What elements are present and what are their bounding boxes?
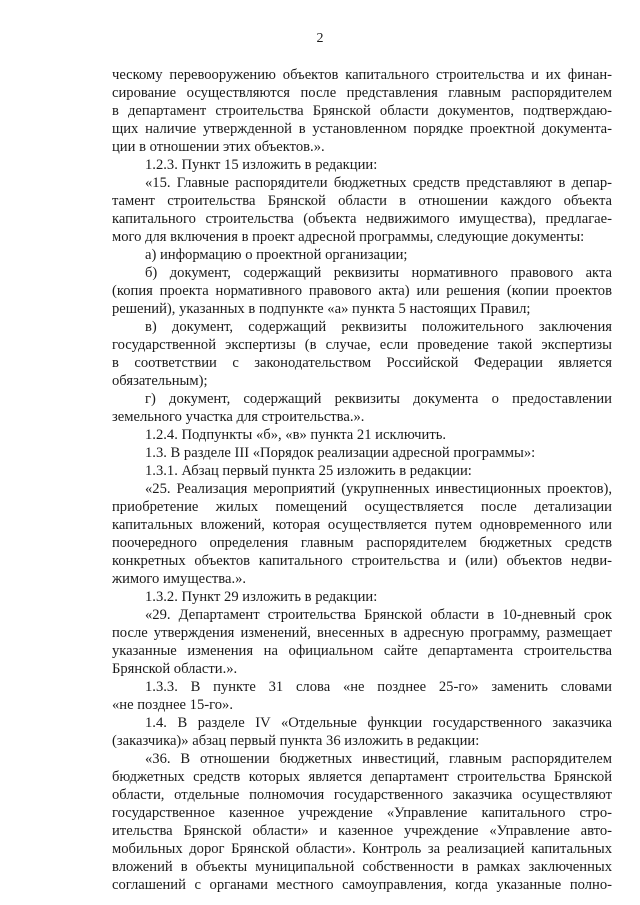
text-line: (копия проекта нормативного правового акта) или решения (копии проектов <box>112 283 612 299</box>
text-line: 1.3.2. Пункт 29 изложить в редакции: <box>145 589 378 605</box>
text-line: бюджетных средств которых является департамент строительства Брянской <box>112 769 612 785</box>
text-line: (заказчика)» абзац первый пункта 36 изложить в редакции: <box>112 733 480 749</box>
text-line: 1.3. В разделе III «Порядок реализации адресной программы»: <box>145 445 536 461</box>
text-line: поочередного определения главным распорядителем бюджетных средств <box>112 535 612 551</box>
text-line: 1.3.3. В пункте 31 слова «не позднее 25-го» заменить словами <box>145 679 612 695</box>
text-line: 1.4. В разделе IV «Отдельные функции государственного заказчика <box>145 715 612 731</box>
text-line: жимого имущества.». <box>112 571 247 587</box>
text-line: вложений в объекты муниципальной собственности в рамках заключенных <box>112 859 612 875</box>
text-line: мобильных дорог Брянской области». Контроль за реализацией капитальных <box>112 841 612 857</box>
text-line: указанные изменения на официальном сайте департамента строительства <box>112 643 612 659</box>
text-line: обязательным); <box>112 373 208 389</box>
text-line: земельного участка для строительства.». <box>112 409 365 425</box>
text-line: соглашений с органами местного самоуправления, когда указанные полно- <box>112 877 612 893</box>
text-line: мого для включения в проект адресной программы, следующие документы: <box>112 229 585 245</box>
text-line: «15. Главные распорядители бюджетных средств представляют в депар- <box>145 175 612 191</box>
text-line: «не позднее 15-го». <box>112 697 233 713</box>
text-line: «36. В отношении бюджетных инвестиций, главным распорядителем <box>145 751 612 767</box>
text-line: «29. Департамент строительства Брянской области в 10-дневный срок <box>145 607 612 623</box>
text-line: ительства Брянской области» и казенное учреждение «Управление авто- <box>112 823 612 839</box>
text-line: г) документ, содержащий реквизиты документа о предоставлении <box>145 391 612 407</box>
text-line: конкретных объектов капитального строительства и (или) объектов недви- <box>112 553 612 569</box>
text-line: области, отдельные полномочия государственного заказчика осуществляют <box>112 787 612 803</box>
text-line: государственной экспертизы (в случае, если проведение такой экспертизы <box>112 337 612 353</box>
text-line: б) документ, содержащий реквизиты нормативного правового акта <box>145 265 612 281</box>
text-line: 1.2.4. Подпункты «б», «в» пункта 21 исключить. <box>145 427 446 443</box>
text-line: государственное казенное учреждение «Управление капитального стро- <box>112 805 612 821</box>
text-line: капитальных вложений, которая осуществляется путем одновременного или <box>112 517 612 533</box>
text-line: приобретение жилых помещений осуществляется после детализации <box>112 499 612 515</box>
text-line: тамент строительства Брянской области в отношении каждого объекта <box>112 193 612 209</box>
text-line: решений), указанных в подпункте «а» пункта 5 настоящих Правил; <box>112 301 531 317</box>
text-line: «25. Реализация мероприятий (укрупненных инвестиционных проектов), <box>145 481 612 497</box>
text-line: 1.2.3. Пункт 15 изложить в редакции: <box>145 157 378 173</box>
text-line: капитального строительства (объекта недвижимого имущества), предлагае- <box>112 211 612 227</box>
text-line: в департамент строительства Брянской области документов, подтверждаю- <box>112 103 612 119</box>
text-line: Брянской области.». <box>112 661 238 677</box>
text-line: после утверждения изменений, внесенных в адресную программу, размещает <box>112 625 612 641</box>
text-line: в соответствии с законодательством Российской Федерации является <box>112 355 612 371</box>
text-line: 1.3.1. Абзац первый пункта 25 изложить в редакции: <box>145 463 472 479</box>
text-line: щих наличие утвержденной в установленном порядке проектной документа- <box>112 121 612 137</box>
text-line: ции в отношении этих объектов.». <box>112 139 325 155</box>
text-line: а) информацию о проектной организации; <box>145 247 408 263</box>
text-line: сирование осуществляются после представления главным распорядителем <box>112 85 612 101</box>
page-number: 2 <box>316 31 324 46</box>
text-line: ческому перевооружению объектов капитального строительства и их финан- <box>112 67 612 83</box>
text-line: в) документ, содержащий реквизиты положительного заключения <box>145 319 612 335</box>
